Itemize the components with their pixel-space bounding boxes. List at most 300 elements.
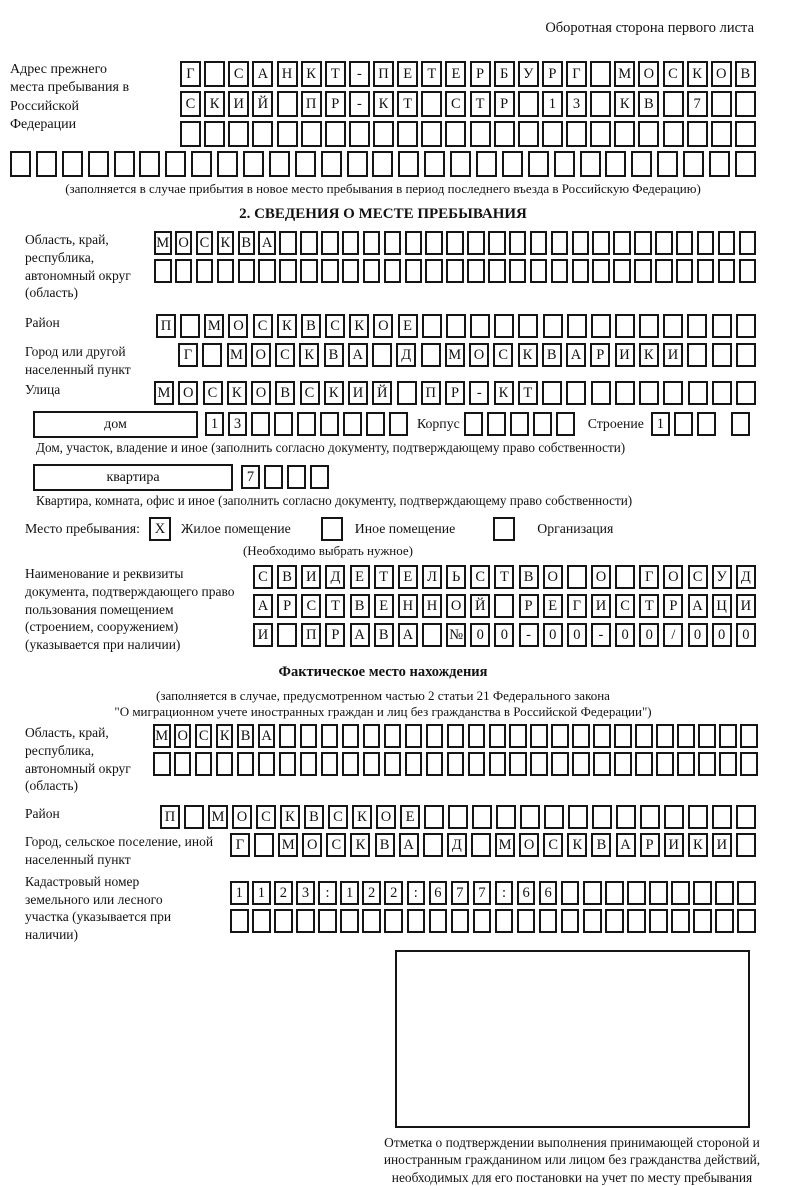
char-cell[interactable] [736,833,756,857]
char-cell[interactable] [711,121,732,147]
char-cell[interactable] [735,151,756,177]
char-cell[interactable] [567,565,587,589]
char-cell[interactable] [321,259,339,283]
char-cell[interactable] [421,91,442,117]
char-cell[interactable]: Е [350,565,370,589]
char-cell[interactable] [468,752,486,776]
char-cell[interactable]: 0 [712,623,732,647]
char-cell[interactable] [217,151,238,177]
char-cell[interactable] [363,231,381,255]
char-cell[interactable] [470,314,490,338]
char-cell[interactable]: И [591,594,611,618]
char-cell[interactable] [539,909,558,933]
char-cell[interactable]: К [518,343,538,367]
char-cell[interactable] [279,259,297,283]
char-cell[interactable] [656,752,674,776]
char-cell[interactable]: М [204,314,224,338]
char-cell[interactable]: О [446,594,466,618]
char-cell[interactable]: К [373,91,394,117]
char-cell[interactable]: И [712,833,732,857]
char-cell[interactable]: Р [470,61,491,87]
char-cell[interactable] [551,259,569,283]
char-cell[interactable] [697,259,715,283]
char-cell[interactable]: К [639,343,659,367]
char-cell[interactable] [627,909,646,933]
char-cell[interactable] [613,231,631,255]
char-cell[interactable]: Т [374,565,394,589]
char-cell[interactable] [407,909,426,933]
char-cell[interactable] [614,752,632,776]
char-cell[interactable] [605,909,624,933]
char-cell[interactable] [616,805,636,829]
char-cell[interactable]: 7 [687,91,708,117]
char-cell[interactable] [719,752,737,776]
char-cell[interactable] [195,752,213,776]
char-cell[interactable] [301,121,322,147]
char-cell[interactable] [347,151,368,177]
char-cell[interactable] [363,752,381,776]
char-cell[interactable] [320,412,339,436]
char-cell[interactable]: Л [422,565,442,589]
char-cell[interactable]: К [301,61,322,87]
char-cell[interactable] [509,231,527,255]
char-cell[interactable] [384,259,402,283]
char-cell[interactable]: С [470,565,490,589]
char-cell[interactable] [551,752,569,776]
char-cell[interactable]: К [350,833,370,857]
char-cell[interactable] [635,724,653,748]
char-cell[interactable]: О [711,61,732,87]
char-cell[interactable]: Г [639,565,659,589]
char-cell[interactable]: Р [325,91,346,117]
char-cell[interactable]: Г [567,594,587,618]
char-cell[interactable] [591,381,611,405]
char-cell[interactable] [554,151,575,177]
char-cell[interactable] [277,91,298,117]
char-cell[interactable] [372,151,393,177]
char-cell[interactable] [544,805,564,829]
char-cell[interactable]: С [253,314,273,338]
char-cell[interactable] [614,121,635,147]
char-cell[interactable] [421,121,442,147]
char-cell[interactable]: М [445,343,465,367]
char-cell[interactable] [405,724,423,748]
char-cell[interactable]: Р [640,833,660,857]
char-cell[interactable]: Р [494,91,515,117]
char-cell[interactable] [736,381,756,405]
char-cell[interactable]: / [663,623,683,647]
char-cell[interactable] [615,381,635,405]
char-cell[interactable]: Д [396,343,416,367]
char-cell[interactable] [530,231,548,255]
char-cell[interactable]: 7 [473,881,492,905]
char-cell[interactable] [697,231,715,255]
char-cell[interactable] [593,752,611,776]
char-cell[interactable] [405,259,423,283]
char-cell[interactable]: Н [398,594,418,618]
char-cell[interactable] [269,151,290,177]
char-cell[interactable]: И [736,594,756,618]
char-cell[interactable] [349,121,370,147]
char-cell[interactable] [373,121,394,147]
char-cell[interactable]: А [398,623,418,647]
char-cell[interactable]: 0 [567,623,587,647]
char-cell[interactable]: Е [543,594,563,618]
char-cell[interactable]: 2 [362,881,381,905]
char-cell[interactable] [712,314,732,338]
char-cell[interactable]: П [373,61,394,87]
char-cell[interactable]: К [280,805,300,829]
char-cell[interactable]: В [374,623,394,647]
char-cell[interactable]: А [399,833,419,857]
char-cell[interactable]: Е [374,594,394,618]
char-cell[interactable] [228,121,249,147]
char-cell[interactable]: Т [470,91,491,117]
char-cell[interactable] [295,151,316,177]
char-cell[interactable] [711,91,732,117]
char-cell[interactable]: А [253,594,273,618]
char-cell[interactable] [572,724,590,748]
char-cell[interactable] [592,231,610,255]
char-cell[interactable]: С [203,381,223,405]
char-cell[interactable]: К [567,833,587,857]
char-cell[interactable]: В [237,724,255,748]
char-cell[interactable]: 0 [543,623,563,647]
char-cell[interactable] [590,61,611,87]
char-cell[interactable]: Р [519,594,539,618]
char-cell[interactable] [671,881,690,905]
char-cell[interactable] [274,412,293,436]
char-cell[interactable] [139,151,160,177]
char-cell[interactable] [446,259,464,283]
char-cell[interactable]: 0 [615,623,635,647]
char-cell[interactable] [731,412,750,436]
checkbox-other-premises[interactable] [321,517,343,541]
char-cell[interactable] [252,909,271,933]
char-cell[interactable]: К [324,381,344,405]
char-cell[interactable] [517,909,536,933]
char-cell[interactable]: М [153,724,171,748]
char-cell[interactable] [530,752,548,776]
char-cell[interactable]: В [275,381,295,405]
char-cell[interactable]: 1 [230,881,249,905]
char-cell[interactable] [737,909,756,933]
char-cell[interactable] [180,121,201,147]
char-cell[interactable] [590,91,611,117]
char-cell[interactable]: О [519,833,539,857]
char-cell[interactable] [398,151,419,177]
char-cell[interactable] [321,752,339,776]
char-cell[interactable]: С [663,61,684,87]
char-cell[interactable]: № [446,623,466,647]
char-cell[interactable] [509,724,527,748]
char-cell[interactable]: О [469,343,489,367]
char-cell[interactable] [287,465,306,489]
char-cell[interactable]: К [352,805,372,829]
char-cell[interactable]: 1 [252,881,271,905]
char-cell[interactable] [592,259,610,283]
char-cell[interactable]: 7 [241,465,260,489]
char-cell[interactable] [580,151,601,177]
char-cell[interactable]: 1 [542,91,563,117]
char-cell[interactable] [363,259,381,283]
char-cell[interactable] [426,752,444,776]
char-cell[interactable] [664,805,684,829]
char-cell[interactable] [494,314,514,338]
char-cell[interactable] [613,259,631,283]
char-cell[interactable]: С [493,343,513,367]
char-cell[interactable] [677,752,695,776]
char-cell[interactable] [216,752,234,776]
char-cell[interactable] [674,412,693,436]
char-cell[interactable] [251,412,270,436]
char-cell[interactable]: К [687,61,708,87]
char-cell[interactable] [384,724,402,748]
char-cell[interactable]: Й [372,381,392,405]
char-cell[interactable]: Й [252,91,273,117]
char-cell[interactable]: Й [470,594,490,618]
char-cell[interactable] [372,343,392,367]
char-cell[interactable]: С [445,91,466,117]
char-cell[interactable] [174,752,192,776]
char-cell[interactable] [592,805,612,829]
char-cell[interactable]: 0 [688,623,708,647]
char-cell[interactable] [715,909,734,933]
char-cell[interactable] [237,752,255,776]
char-cell[interactable] [627,881,646,905]
char-cell[interactable] [683,151,704,177]
char-cell[interactable] [649,881,668,905]
char-cell[interactable] [530,259,548,283]
char-cell[interactable] [572,752,590,776]
char-cell[interactable]: Т [325,61,346,87]
char-cell[interactable] [397,121,418,147]
char-cell[interactable]: К [216,724,234,748]
char-cell[interactable]: М [208,805,228,829]
char-cell[interactable] [655,231,673,255]
char-cell[interactable]: 0 [736,623,756,647]
char-cell[interactable]: Н [277,61,298,87]
char-cell[interactable] [489,724,507,748]
char-cell[interactable]: О [178,381,198,405]
char-cell[interactable]: М [614,61,635,87]
char-cell[interactable] [688,805,708,829]
char-cell[interactable]: С [543,833,563,857]
char-cell[interactable]: Ц [712,594,732,618]
char-cell[interactable]: С [615,594,635,618]
char-cell[interactable]: В [519,565,539,589]
char-cell[interactable] [489,752,507,776]
char-cell[interactable] [470,121,491,147]
char-cell[interactable] [153,752,171,776]
char-cell[interactable] [698,752,716,776]
char-cell[interactable] [496,805,516,829]
char-cell[interactable] [426,724,444,748]
char-cell[interactable]: И [663,343,683,367]
char-cell[interactable] [366,412,385,436]
char-cell[interactable] [614,724,632,748]
char-cell[interactable]: А [688,594,708,618]
char-cell[interactable] [502,151,523,177]
char-cell[interactable] [663,314,683,338]
char-cell[interactable]: : [495,881,514,905]
char-cell[interactable]: Г [180,61,201,87]
char-cell[interactable] [715,881,734,905]
char-cell[interactable]: С [256,805,276,829]
char-cell[interactable] [551,724,569,748]
char-cell[interactable]: М [154,231,172,255]
char-cell[interactable] [321,724,339,748]
char-cell[interactable]: М [227,343,247,367]
char-cell[interactable]: Д [325,565,345,589]
char-cell[interactable] [655,259,673,283]
char-cell[interactable]: А [258,231,276,255]
char-cell[interactable] [175,259,193,283]
char-cell[interactable] [605,151,626,177]
char-cell[interactable]: С [196,231,214,255]
char-cell[interactable]: - [519,623,539,647]
char-cell[interactable] [635,752,653,776]
char-cell[interactable] [572,259,590,283]
char-cell[interactable]: К [349,314,369,338]
char-cell[interactable] [687,314,707,338]
char-cell[interactable] [671,909,690,933]
char-cell[interactable]: А [350,623,370,647]
char-cell[interactable] [62,151,83,177]
char-cell[interactable]: 0 [470,623,490,647]
char-cell[interactable]: Р [663,594,683,618]
char-cell[interactable] [718,231,736,255]
char-cell[interactable]: О [638,61,659,87]
char-cell[interactable] [421,343,441,367]
char-cell[interactable] [342,724,360,748]
char-cell[interactable] [467,231,485,255]
char-cell[interactable]: 3 [228,412,247,436]
char-cell[interactable] [649,909,668,933]
char-cell[interactable]: И [615,343,635,367]
char-cell[interactable] [243,151,264,177]
char-cell[interactable]: С [325,314,345,338]
char-cell[interactable]: У [712,565,732,589]
char-cell[interactable]: М [495,833,515,857]
char-cell[interactable] [488,259,506,283]
char-cell[interactable]: П [301,623,321,647]
char-cell[interactable] [300,259,318,283]
char-cell[interactable] [495,909,514,933]
char-cell[interactable] [318,909,337,933]
char-cell[interactable]: П [160,805,180,829]
char-cell[interactable] [472,805,492,829]
char-cell[interactable] [568,805,588,829]
char-cell[interactable]: У [518,61,539,87]
char-cell[interactable] [605,881,624,905]
char-cell[interactable]: О [302,833,322,857]
char-cell[interactable] [180,314,200,338]
char-cell[interactable]: К [614,91,635,117]
char-cell[interactable] [300,724,318,748]
char-cell[interactable] [698,724,716,748]
char-cell[interactable]: О [174,724,192,748]
char-cell[interactable] [279,231,297,255]
char-cell[interactable] [656,724,674,748]
char-cell[interactable] [165,151,186,177]
char-cell[interactable]: 1 [340,881,359,905]
char-cell[interactable] [230,909,249,933]
char-cell[interactable] [36,151,57,177]
char-cell[interactable] [342,752,360,776]
char-cell[interactable] [740,752,758,776]
char-cell[interactable]: О [251,381,271,405]
char-cell[interactable]: 0 [494,623,514,647]
checkbox-residential[interactable]: X [149,517,171,541]
char-cell[interactable] [737,881,756,905]
char-cell[interactable] [279,724,297,748]
char-cell[interactable] [676,231,694,255]
char-cell[interactable] [425,259,443,283]
checkbox-organization[interactable] [493,517,515,541]
char-cell[interactable] [487,412,506,436]
char-cell[interactable]: Р [445,381,465,405]
char-cell[interactable]: С [300,381,320,405]
char-cell[interactable] [279,752,297,776]
char-cell[interactable] [712,381,732,405]
char-cell[interactable] [561,909,580,933]
char-cell[interactable]: Г [178,343,198,367]
char-cell[interactable] [663,91,684,117]
char-cell[interactable]: - [591,623,611,647]
char-cell[interactable] [583,881,602,905]
char-cell[interactable]: О [663,565,683,589]
char-cell[interactable]: Р [277,594,297,618]
char-cell[interactable] [712,805,732,829]
char-cell[interactable] [638,121,659,147]
char-cell[interactable] [735,121,756,147]
char-cell[interactable]: В [238,231,256,255]
char-cell[interactable]: В [375,833,395,857]
char-cell[interactable]: Р [325,623,345,647]
char-cell[interactable]: К [204,91,225,117]
char-cell[interactable] [300,752,318,776]
char-cell[interactable]: В [591,833,611,857]
char-cell[interactable] [693,909,712,933]
char-cell[interactable]: Р [542,61,563,87]
char-cell[interactable]: В [638,91,659,117]
char-cell[interactable] [384,909,403,933]
char-cell[interactable]: С [301,594,321,618]
char-cell[interactable]: С [275,343,295,367]
char-cell[interactable] [425,231,443,255]
char-cell[interactable]: С [326,833,346,857]
char-cell[interactable] [10,151,31,177]
char-cell[interactable] [640,805,660,829]
char-cell[interactable] [639,314,659,338]
char-cell[interactable] [450,151,471,177]
char-cell[interactable] [593,724,611,748]
char-cell[interactable]: 2 [274,881,293,905]
char-cell[interactable]: Т [421,61,442,87]
char-cell[interactable] [191,151,212,177]
char-cell[interactable]: М [154,381,174,405]
char-cell[interactable]: 6 [429,881,448,905]
char-cell[interactable] [509,259,527,283]
char-cell[interactable] [518,121,539,147]
char-cell[interactable] [528,151,549,177]
char-cell[interactable] [677,724,695,748]
char-cell[interactable] [264,465,283,489]
char-cell[interactable]: В [301,314,321,338]
char-cell[interactable] [615,314,635,338]
char-cell[interactable] [631,151,652,177]
